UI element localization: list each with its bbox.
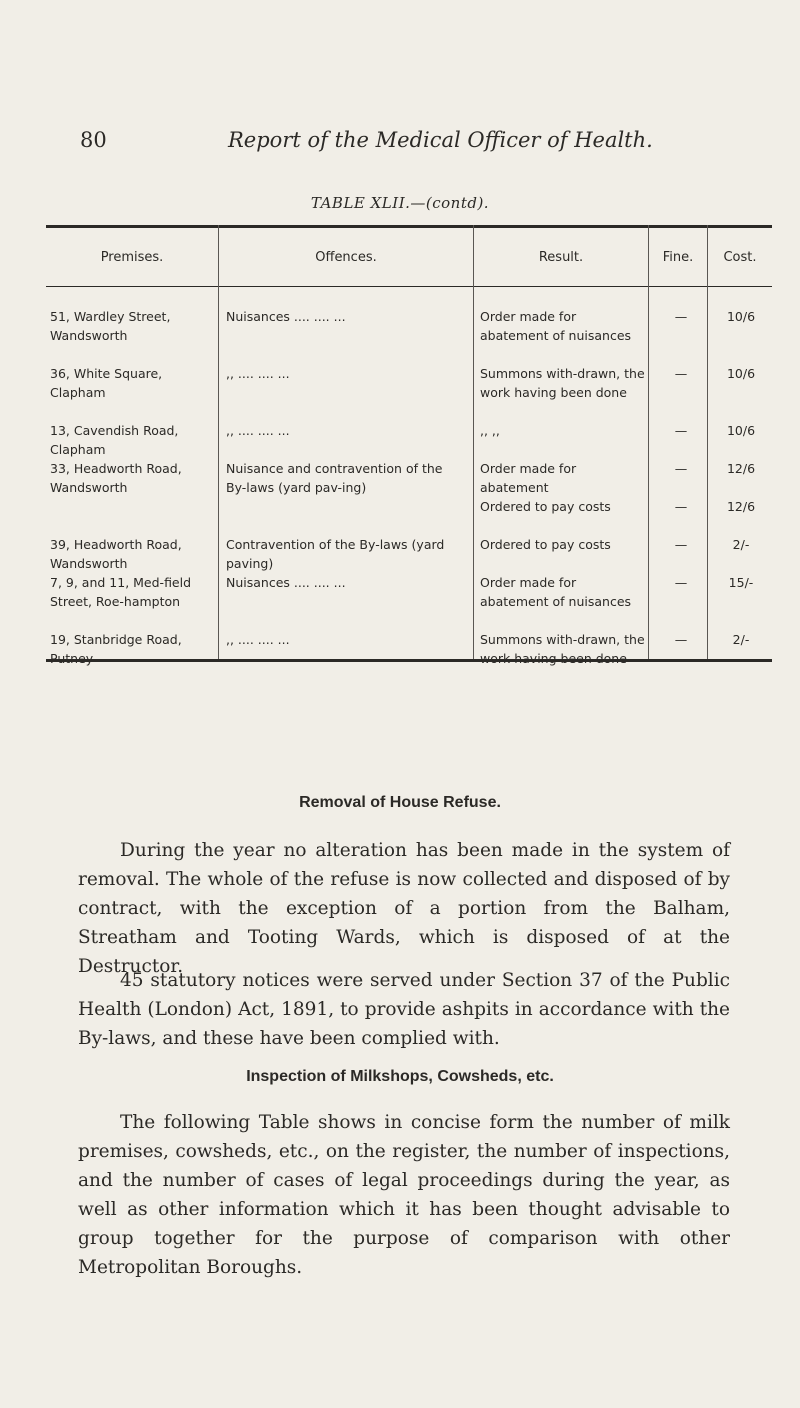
cell-result: Summons with-drawn, the [480, 632, 645, 647]
column-header-fine: Fine. [662, 249, 694, 265]
cell-fine: — [674, 423, 688, 438]
cell-fine: — [674, 632, 688, 647]
column-header-result: Result. [538, 249, 584, 265]
cell-cost: 15/- [728, 575, 754, 590]
column-header-premises: Premises. [100, 249, 164, 265]
cell-cost: 10/6 [726, 366, 756, 381]
cell-cost: 2/- [732, 632, 750, 647]
cell-fine: — [674, 575, 688, 590]
cell-cost: 12/6 [726, 499, 756, 514]
cell-fine: — [674, 537, 688, 552]
table-header-row [46, 228, 772, 286]
cell-cost: 10/6 [726, 423, 756, 438]
column-header-cost: Cost. [723, 249, 757, 265]
cell-fine: — [674, 499, 688, 514]
cell-fine: — [674, 366, 688, 381]
paragraph-milkshops: The following Table shows in concise form the number of milk premises, cowsheds, etc., on the register, the number of inspections, and the number of cases of legal proceedings during the year, as well as other information which it has been thought advisable to group together for the purpose of comparison with other Metropolitan Boroughs. [78, 1112, 730, 1278]
cell-premises: 7, 9, and 11, Med-field Street, Roe-hampton [50, 575, 192, 609]
cell-premises: 51, Wardley Street, Wandsworth [50, 309, 171, 343]
cell-result: Ordered to pay costs [480, 499, 611, 514]
cell-result: Order made for abatement of nuisances [480, 309, 632, 343]
section-heading-refuse: Removal of House Refuse. [299, 794, 501, 811]
cell-result: Order made for abatement of nuisances [480, 575, 632, 609]
cell-offences: ,, .... .... ... [226, 423, 290, 438]
cell-cost: 12/6 [726, 461, 756, 476]
running-title: Report of the Medical Officer of Health. [228, 128, 653, 152]
cell-cost: 2/- [732, 537, 750, 552]
cell-result: Ordered to pay costs [480, 537, 611, 552]
cell-cost: 10/6 [726, 309, 756, 324]
cell-result: Order made for abatement [480, 461, 577, 495]
table-title: TABLE XLII.—(contd). [310, 194, 490, 212]
table-bottom-rule [46, 659, 772, 662]
offences-table [46, 225, 772, 647]
column-divider [648, 225, 649, 661]
cell-offences: Contravention of the By-laws (yard paving) [226, 537, 445, 571]
table-header-rule [46, 286, 772, 287]
cell-offences: ,, .... .... ... [226, 366, 290, 381]
cell-offences: Nuisances .... .... ... [226, 309, 346, 324]
cell-result: ,, ,, [480, 423, 500, 438]
column-divider [707, 225, 708, 661]
section-heading-milkshops: Inspection of Milkshops, Cowsheds, etc. [246, 1068, 554, 1085]
column-header-offences: Offences. [315, 249, 377, 265]
cell-fine: — [674, 461, 688, 476]
cell-premises: 33, Headworth Road, Wandsworth [50, 461, 182, 495]
page-header [0, 128, 800, 168]
cell-premises: 13, Cavendish Road, Clapham [50, 423, 179, 457]
paragraph-refuse-removal: During the year no alteration has been made in the system of removal. The whole of the refuse is now collected and disposed of by contract, with the exception of a portion from the Balham, Streatham and Tooting Wards, which is disposed of at the Destructor. [78, 840, 730, 977]
column-divider [473, 225, 474, 661]
cell-premises: 36, White Square, Clapham [50, 366, 163, 400]
cell-offences: Nuisance and contravention of the By-laws (yard pav-ing) [226, 461, 443, 495]
cell-fine: — [674, 309, 688, 324]
cell-offences: ,, .... .... ... [226, 632, 290, 647]
column-divider [218, 225, 219, 661]
cell-result: Summons with-drawn, the work having been done [480, 366, 645, 400]
page-number: 80 [80, 128, 107, 152]
cell-offences: Nuisances .... .... ... [226, 575, 346, 590]
cell-premises: 39, Headworth Road, Wandsworth [50, 537, 182, 571]
cell-premises: 19, Stanbridge Road, [50, 632, 182, 647]
paragraph-statutory-notices: 45 statutory notices were served under Section 37 of the Public Health (London) Act, 1891, to provide ashpits in accordance with the By-laws, and these have been complied with. [78, 970, 730, 1049]
